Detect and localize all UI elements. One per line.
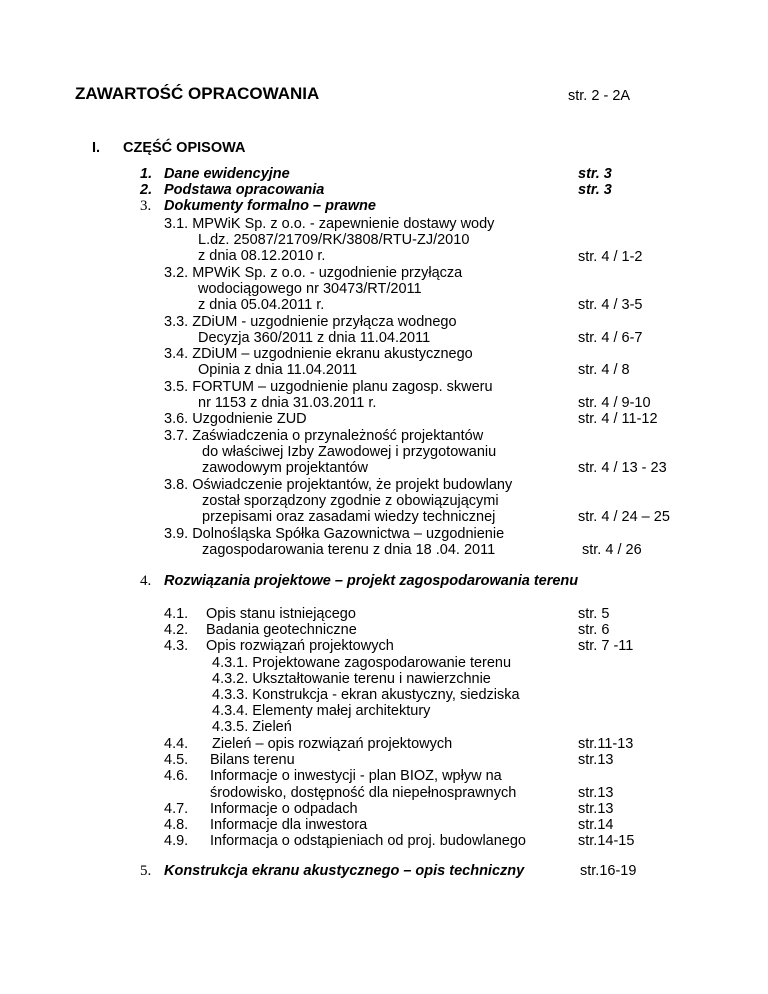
subitem-number: 4.7. [164, 801, 189, 817]
subitem-label: Informacje o odpadach [210, 801, 358, 817]
doc-line: 3.8. Oświadczenie projektantów, że projekt budowlany [164, 477, 513, 493]
doc-line: do właściwej Izby Zawodowej i przygotowaniu [202, 444, 497, 460]
subitem-label: Opis rozwiązań projektowych [206, 638, 394, 654]
doc-page: str. 4 / 1-2 [578, 249, 643, 265]
doc-line: 3.5. FORTUM – uzgodnienie planu zagosp. skweru [164, 379, 493, 395]
subitem-label: Informacje dla inwestora [210, 817, 368, 833]
doc-line: L.dz. 25087/21709/RK/3808/RTU-ZJ/2010 [198, 232, 470, 248]
subitem-number: 4.3. [164, 638, 189, 654]
subitem-page: str.14 [578, 817, 614, 833]
doc-line: nr 1153 z dnia 31.03.2011 r. [198, 395, 377, 411]
subitem-label: Zieleń – opis rozwiązań projektowych [212, 736, 453, 752]
doc-line: zawodowym projektantów [202, 460, 369, 476]
sub-subitem: 4.3.1. Projektowane zagospodarowanie terenu [212, 655, 512, 671]
sub-subitem: 4.3.5. Zieleń [212, 719, 292, 735]
doc-page: str. 4 / 26 [582, 542, 642, 558]
subitem-page: str.11-13 [578, 736, 634, 752]
item-label: Dokumenty formalno – prawne [164, 198, 376, 214]
doc-line: 3.2. MPWiK Sp. z o.o. - uzgodnienie przyłącza [164, 265, 463, 281]
doc-line: 3.4. ZDiUM – uzgodnienie ekranu akustycznego [164, 346, 473, 362]
subitem-label: Informacje o inwestycji - plan BIOZ, wpływ na [210, 768, 502, 784]
subitem-page: str.13 [578, 785, 614, 801]
doc-line: zagospodarowania terenu z dnia 18 .04. 2011 [202, 542, 496, 558]
subitem-label: Bilans terenu [210, 752, 295, 768]
item-number: 3. [140, 198, 152, 214]
item-number: 1. [140, 166, 153, 182]
item-page: str. 3 [578, 182, 612, 198]
section-page: str.16-19 [580, 863, 637, 879]
doc-page: str. 4 / 9-10 [578, 395, 651, 411]
subitem-page: str. 6 [578, 622, 610, 638]
subitem-label: Badania geotechniczne [206, 622, 357, 638]
doc-page: str. 4 / 8 [578, 362, 630, 378]
item-page: str. 3 [578, 166, 612, 182]
doc-line: 3.6. Uzgodnienie ZUD [164, 411, 307, 427]
sub-subitem: 4.3.3. Konstrukcja - ekran akustyczny, siedziska [212, 687, 520, 703]
sub-subitem: 4.3.2. Ukształtowanie terenu i nawierzchnie [212, 671, 491, 687]
subitem-number: 4.2. [164, 622, 189, 638]
item-label: Podstawa opracowania [164, 182, 325, 198]
subitem-page: str. 5 [578, 606, 610, 622]
sub-subitem: 4.3.4. Elementy małej architektury [212, 703, 431, 719]
doc-line: wodociągowego nr 30473/RT/2011 [198, 281, 422, 297]
doc-line: 3.1. MPWiK Sp. z o.o. - zapewnienie dostawy wody [164, 216, 495, 232]
subitem-page: str.13 [578, 801, 614, 817]
section-title: Konstrukcja ekranu akustycznego – opis techniczny [164, 863, 525, 879]
doc-line: Decyzja 360/2011 z dnia 11.04.2011 [198, 330, 431, 346]
doc-line: z dnia 05.04.2011 r. [198, 297, 325, 313]
doc-line: Opinia z dnia 11.04.2011 [198, 362, 358, 378]
doc-line: 3.3. ZDiUM - uzgodnienie przyłącza wodnego [164, 314, 457, 330]
doc-line: 3.7. Zaświadczenia o przynależność projektantów [164, 428, 484, 444]
doc-page: str. 4 / 6-7 [578, 330, 643, 346]
section-number: 4. [140, 573, 152, 589]
subitem-number: 4.8. [164, 817, 189, 833]
subitem-number: 4.9. [164, 833, 189, 849]
doc-line: z dnia 08.12.2010 r. [198, 248, 326, 264]
subitem-label: Informacja o odstąpieniach od proj. budowlanego [210, 833, 526, 849]
title-page-ref: str. 2 - 2A [568, 88, 631, 104]
doc-line: przepisami oraz zasadami wiedzy technicznej [202, 509, 496, 525]
section-title: CZĘŚĆ OPISOWA [123, 140, 246, 156]
subitem-number: 4.6. [164, 768, 189, 784]
doc-line: 3.9. Dolnośląska Spółka Gazownictwa – uzgodnienie [164, 526, 505, 542]
subitem-number: 4.4. [164, 736, 189, 752]
section-number: I. [92, 140, 101, 156]
subitem-page: str. 7 -11 [578, 638, 634, 654]
subitem-page: str.13 [578, 752, 614, 768]
doc-page: str. 4 / 3-5 [578, 297, 643, 313]
doc-line: został sporządzony zgodnie z obowiązującymi [202, 493, 499, 509]
section-number: 5. [140, 863, 152, 879]
doc-page: str. 4 / 13 - 23 [578, 460, 667, 476]
subitem-number: 4.1. [164, 606, 189, 622]
subitem-label-cont: środowisko, dostępność dla niepełnosprawnych [210, 785, 517, 801]
page-title: ZAWARTOŚĆ OPRACOWANIA [75, 84, 320, 103]
item-number: 2. [140, 182, 153, 198]
section-title: Rozwiązania projektowe – projekt zagospodarowania terenu [164, 573, 579, 589]
item-label: Dane ewidencyjne [164, 166, 290, 182]
subitem-number: 4.5. [164, 752, 189, 768]
doc-page: str. 4 / 24 – 25 [578, 509, 670, 525]
subitem-page: str.14-15 [578, 833, 635, 849]
doc-page: str. 4 / 11-12 [578, 411, 658, 427]
subitem-label: Opis stanu istniejącego [206, 606, 356, 622]
